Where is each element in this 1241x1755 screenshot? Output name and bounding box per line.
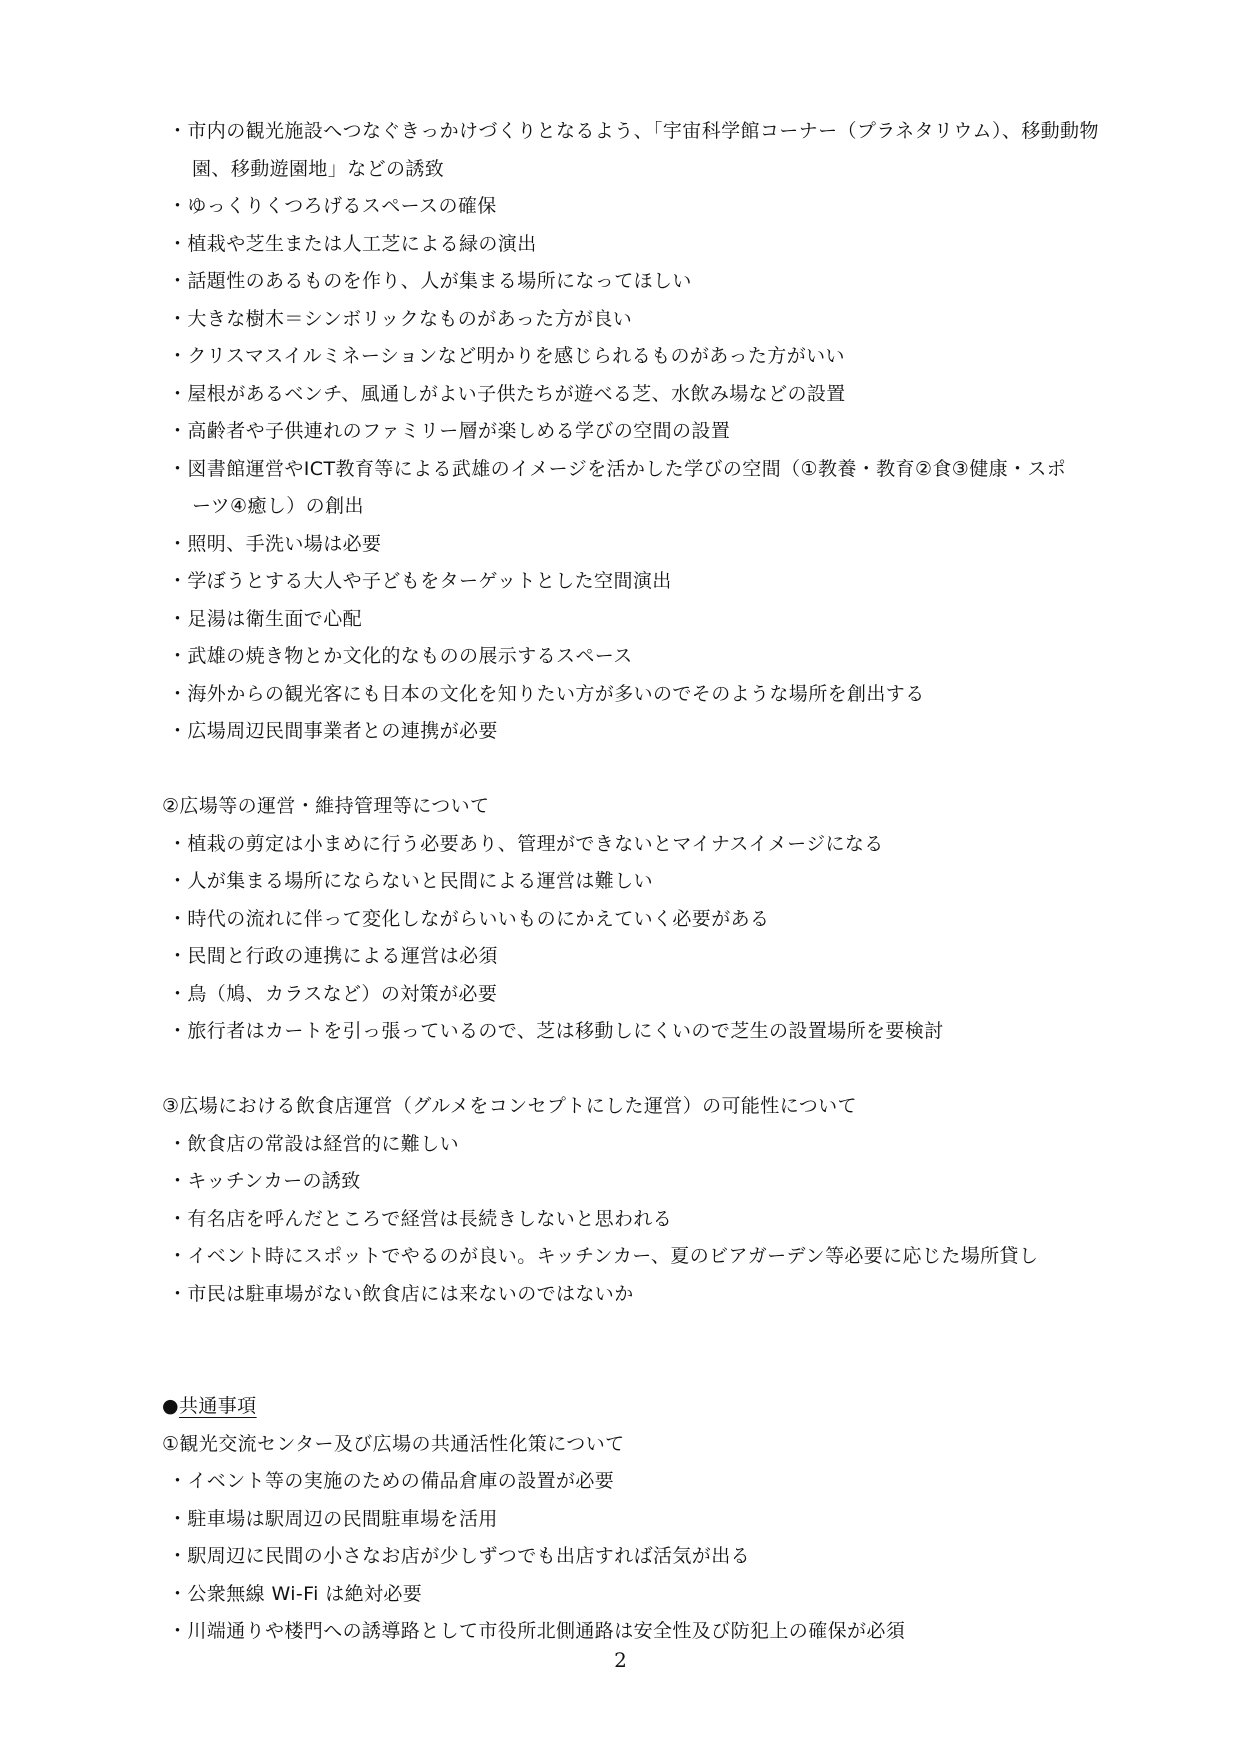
- section-operation-management: [162, 788, 1122, 1051]
- spacer: [162, 751, 1122, 789]
- list-item: ・市民は駐車場がない飲食店には来ないのではないか: [168, 1282, 634, 1305]
- list-item: ・図書館運営やICT教育等による武雄のイメージを活かした学びの空間（①教養・教育②食③健康・スポ: [168, 457, 1067, 480]
- section-heading: ②広場等の運営・維持管理等について: [162, 795, 490, 817]
- list-item: ・大きな樹木＝シンボリックなものがあった方が良い: [168, 307, 633, 330]
- list-item: ・鳥（鳩、カラスなど）の対策が必要: [168, 982, 498, 1005]
- list-item: ・ゆっくりくつろげるスペースの確保: [168, 195, 497, 217]
- list-item: ・飲食店の常設は経営的に難しい: [168, 1132, 460, 1155]
- spacer: [162, 1051, 1122, 1089]
- page-number: 2: [614, 1648, 627, 1672]
- list-item: ・クリスマスイルミネーションなど明かりを感じられるものがあった方がいい: [168, 345, 845, 367]
- list-item: ・照明、手洗い場は必要: [168, 532, 382, 555]
- list-item: ・海外からの観光客にも日本の文化を知りたい方が多いのでそのような場所を創出する: [168, 682, 925, 705]
- list-item: ・武雄の焼き物とか文化的なものの展示するスペース: [168, 645, 633, 667]
- list-item: ・イベント等の実施のための備品倉庫の設置が必要: [168, 1470, 615, 1492]
- list-item: ・学ぼうとする大人や子どもをターゲットとした空間演出: [168, 570, 672, 592]
- spacer: [162, 1313, 1122, 1388]
- list-item-continuation: 園、移動遊園地」などの誘致: [192, 157, 445, 180]
- list-item: ・公衆無線 Wi-Fi は絶対必要: [168, 1582, 423, 1605]
- section-heading: ①観光交流センター及び広場の共通活性化策について: [162, 1432, 625, 1455]
- list-item: ・話題性のあるものを作り、人が集まる場所になってほしい: [168, 270, 692, 292]
- section-heading: ③広場における飲食店運営（グルメをコンセプトにした運営）の可能性について: [162, 1095, 857, 1117]
- list-item: ・市内の観光施設へつなぐきっかけづくりとなるよう、「宇宙科学館コーナー（プラネタリウム）、移動動物: [168, 120, 1099, 142]
- list-item: ・植栽の剪定は小まめに行う必要あり、管理ができないとマイナスイメージになる: [168, 832, 884, 855]
- list-item: ・旅行者はカートを引っ張っているので、芝は移動しにくいので芝生の設置場所を要検討: [168, 1020, 944, 1042]
- document-body: [162, 113, 1122, 1651]
- list-item: ・駐車場は駅周辺の民間駐車場を活用: [168, 1507, 498, 1530]
- section-common-items: [162, 1388, 1122, 1651]
- common-title: [162, 1388, 1122, 1426]
- list-item: ・足湯は衛生面で心配: [168, 607, 363, 630]
- list-item: ・イベント時にスポットでやるのが良い。キッチンカー、夏のビアガーデン等必要に応じた場所貸し: [168, 1245, 1039, 1267]
- list-item: ・屋根があるベンチ、風通しがよい子供たちが遊べる芝、水飲み場などの設置: [168, 382, 846, 405]
- list-item: ・川端通りや楼門への誘導路として市役所北側通路は安全性及び防犯上の確保が必須: [168, 1620, 906, 1642]
- list-item: ・キッチンカーの誘致: [168, 1170, 361, 1192]
- list-item: ・駅周辺に民間の小さなお店が少しずつでも出店すれば活気が出る: [168, 1545, 751, 1567]
- list-item: ・有名店を呼んだところで経営は長続きしないと思われる: [168, 1207, 673, 1230]
- common-title-text: 共通事項: [178, 1395, 257, 1417]
- list-item: ・民間と行政の連携による運営は必須: [168, 945, 498, 967]
- section-restaurant-operation: [162, 1088, 1122, 1313]
- list-item: ・植栽や芝生または人工芝による緑の演出: [168, 232, 537, 255]
- list-item: ・人が集まる場所にならないと民間による運営は難しい: [168, 870, 654, 892]
- list-item-continuation: ーツ④癒し）の創出: [192, 495, 364, 517]
- black-circle-icon: ●: [162, 1395, 179, 1417]
- list-top-section: [162, 113, 1122, 751]
- list-item: ・広場周辺民間事業者との連携が必要: [168, 720, 498, 742]
- list-item: ・時代の流れに伴って変化しながらいいものにかえていく必要がある: [168, 907, 770, 930]
- list-item: ・高齢者や子供連れのファミリー層が楽しめる学びの空間の設置: [168, 420, 731, 442]
